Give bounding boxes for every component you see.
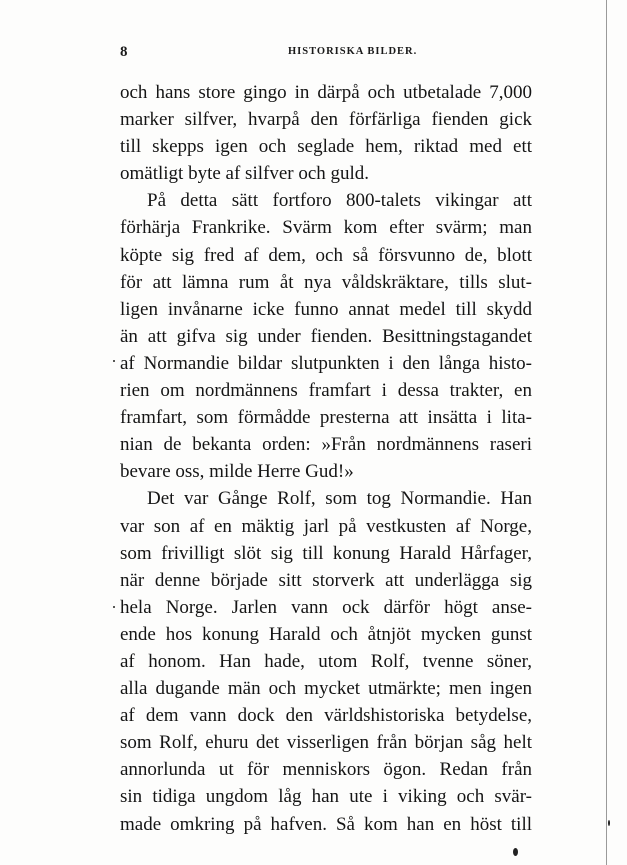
text-line: nian de bekanta orden: »Från nordmännens raseri — [120, 434, 532, 456]
text-line: På detta sätt fortforo 800-talets vikingar att — [147, 190, 532, 212]
text-line: när denne började sitt storverk att underlägga sig — [120, 569, 532, 591]
text-line: marker silfver, hvarpå den förfärliga fienden gick — [120, 109, 532, 131]
text-line: köpte sig fred af dem, och så försvunno de, blott — [120, 244, 532, 266]
text-line: som frivilligt slöt sig till konung Harald Hårfager, — [120, 542, 532, 564]
text-line: af Normandie bildar slutpunkten i den långa histo- — [120, 352, 532, 374]
text-line: Det var Gånge Rolf, som tog Normandie. Han — [147, 488, 532, 510]
text-line: för att lämna rum åt nya våldskräktare, tills slut- — [120, 271, 532, 293]
running-head: HISTORISKA BILDER. — [288, 46, 418, 57]
page-header — [120, 44, 532, 62]
text-line: bevare oss, milde Herre Gud!» — [120, 461, 354, 483]
text-line: var son af en mäktig jarl på vestkusten af Norge, — [120, 515, 532, 537]
body-text — [120, 79, 532, 838]
text-line: framfart, som förmådde presterna att insätta i lita- — [120, 407, 532, 429]
text-line: made omkring på hafven. Så kom han en höst till — [120, 813, 532, 835]
ink-speck — [113, 360, 115, 362]
text-line: rien om nordmännens framfart i dessa trakter, en — [120, 380, 532, 402]
page-number: 8 — [120, 44, 128, 60]
text-line: ende hos konung Harald och åtnjöt mycken gunst — [120, 623, 532, 645]
text-line: annorlunda ut för menniskors ögon. Redan från — [120, 759, 532, 781]
text-line: af honom. Han hade, utom Rolf, tvenne söner, — [120, 650, 532, 672]
text-line: omätligt byte af silfver och guld. — [120, 163, 370, 185]
text-line: sin tidiga ungdom låg han ute i viking och svär- — [120, 786, 532, 808]
text-line: hela Norge. Jarlen vann ock därför högt anse- — [120, 596, 532, 618]
ink-speck — [113, 606, 115, 608]
ink-speck — [608, 820, 610, 826]
text-line: af dem vann dock den världshistoriska betydelse, — [120, 705, 532, 727]
ink-speck — [513, 848, 518, 856]
text-line: alla dugande män och mycket utmärkte; men ingen — [120, 678, 532, 700]
text-line: som Rolf, ehuru det visserligen från början såg helt — [120, 732, 532, 754]
text-line: ligen invånarne icke funno annat medel till skydd — [120, 298, 532, 320]
text-line: och hans store gingo in därpå och utbetalade 7,000 — [120, 82, 532, 103]
text-line: till skepps igen och seglade hem, riktad med ett — [120, 136, 532, 158]
page-edge-rule — [606, 0, 607, 865]
text-line: än att gifva sig under fienden. Besittningstagandet — [120, 325, 532, 347]
text-line: förhärja Frankrike. Svärm kom efter svärm; man — [120, 217, 532, 239]
